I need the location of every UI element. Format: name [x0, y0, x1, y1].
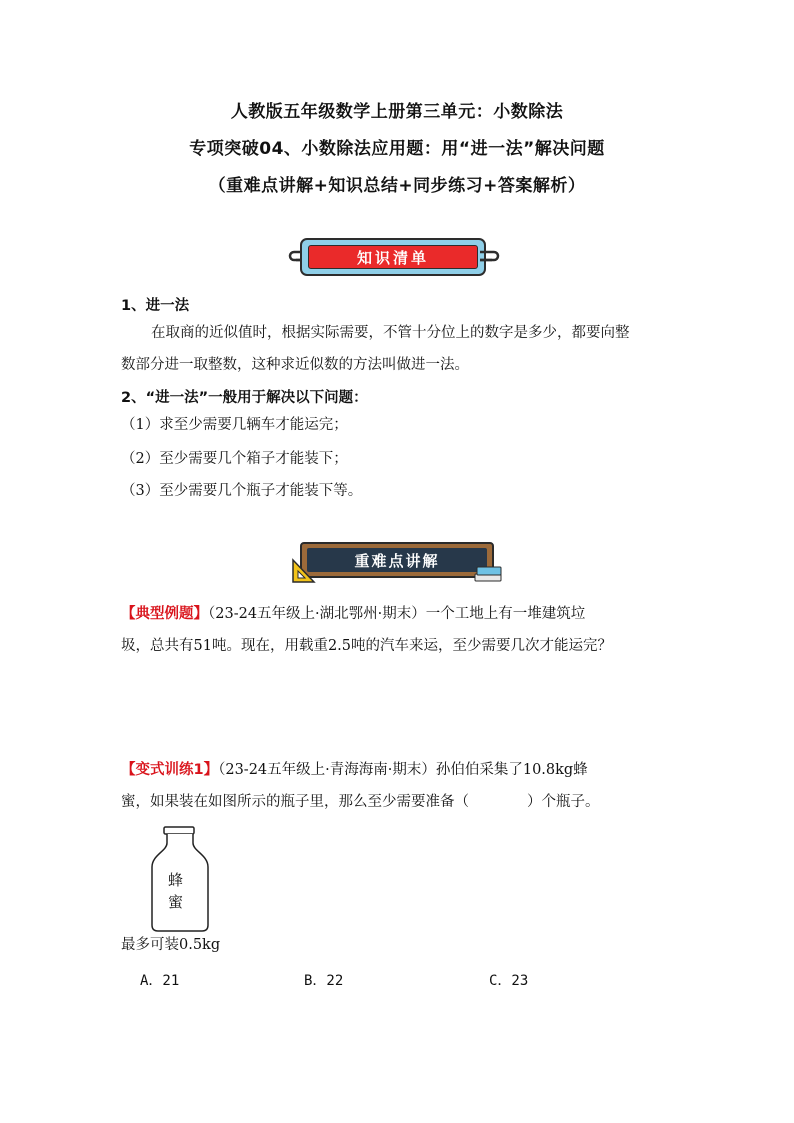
section1-paragraph-line1: 在取商的近似值时，根据实际需要，不管十分位上的数字是多少，都要向整 — [151, 325, 630, 341]
variant-line1 — [121, 755, 588, 785]
option-b: B．22 — [304, 973, 344, 989]
example-tag: 【典型例题】 — [121, 606, 208, 622]
variant-text-line1: （23-24五年级上·青海海南·期末）孙伯伯采集了10.8kg蜂 — [218, 762, 588, 778]
section2-item: （3）至少需要几个瓶子才能装下等。 — [121, 483, 363, 499]
book-stack-icon — [473, 564, 503, 584]
page-subtitle: 专项突破04、小数除法应用题：用“进一法”解决问题 — [189, 139, 605, 159]
key-points-board — [300, 542, 494, 578]
option-a: A．21 — [140, 973, 180, 989]
variant-tag: 【变式训练1】 — [121, 762, 219, 778]
key-points-banner — [290, 542, 504, 586]
page-subtitle-note: （重难点讲解+知识总结+同步练习+答案解析） — [208, 176, 586, 196]
banner-hook-right-icon — [478, 247, 500, 269]
knowledge-banner-label: 知识清单 — [308, 245, 478, 269]
section2-item: （1）求至少需要几辆车才能运完； — [121, 417, 348, 433]
section2-item: （2）至少需要几个箱子才能装下； — [121, 451, 348, 467]
example-line1 — [121, 599, 585, 629]
knowledge-banner-frame — [300, 238, 486, 276]
bottle-label-char2: 蜜 — [168, 893, 184, 911]
example-text-line1: （23-24五年级上·湖北鄂州·期末）一个工地上有一堆建筑垃 — [208, 606, 586, 622]
ruler-triangle-icon — [290, 556, 318, 586]
option-c: C．23 — [489, 973, 529, 989]
example-line2: 圾，总共有51吨。现在，用载重2.5吨的汽车来运，至少需要几次才能运完？ — [121, 638, 613, 654]
section2-heading: 2、“进一法”一般用于解决以下问题： — [121, 390, 368, 406]
knowledge-banner — [288, 238, 500, 278]
variant-line2: 蜜，如果装在如图所示的瓶子里，那么至少需要准备（ ）个瓶子。 — [121, 794, 600, 810]
page-title: 人教版五年级数学上册第三单元：小数除法 — [230, 102, 564, 122]
honey-bottle-figure — [148, 825, 212, 933]
bottle-label-char1: 蜂 — [168, 871, 184, 889]
section1-heading: 1、进一法 — [121, 298, 190, 314]
bottle-caption: 最多可装0.5kg — [121, 937, 221, 953]
section1-paragraph-line2: 数部分进一取整数，这种求近似数的方法叫做进一法。 — [121, 357, 469, 373]
key-points-banner-label: 重难点讲解 — [307, 548, 487, 572]
